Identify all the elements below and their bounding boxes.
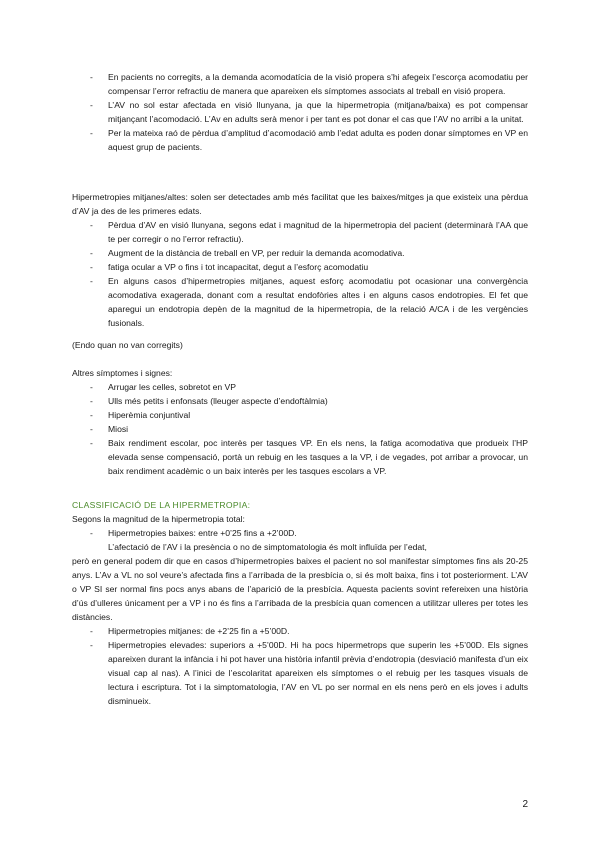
page-number: 2: [522, 799, 528, 810]
list-item: - Hiperèmia conjuntival: [72, 408, 528, 422]
list-item: - Per la mateixa raó de pèrdua d’amplitud d’acomodació amb l’edat adulta es poden donar símptomes en VP en aquest grup de pacients.: [72, 126, 528, 154]
top-list: [72, 70, 528, 154]
list-item: - Hipermetropies elevades: superiors a +5’00D. Hi ha pocs hipermetrops que superin les +5’00D. Els signes apareixen durant la infància i hi pot haver una història infantil prèvia d’endotropia (desviació manifesta d’un eix visual cap al nas). A l’inici de l’escolaritat apareixen els símptomes o el rebuig per les tasques visuals de lectura i escriptura. Tot i la simptomatologia, l’AV en VL po ser normal en els nens però en els joves i adults disminueix.: [72, 638, 528, 708]
list-item: - Augment de la distància de treball en VP, per reduir la demanda acomodativa.: [72, 246, 528, 260]
list-item: - L’AV no sol estar afectada en visió llunyana, ja que la hipermetropia (mitjana/baixa) es pot compensar mitjançant l’acomodació. L’Av en adults serà menor i per tant es pot donar el cas que l’AV no arribi a la unitat.: [72, 98, 528, 126]
list-item: - En alguns casos d’hipermetropies mitjanes, aquest esforç acomodatiu pot ocasionar una convergència acomodativa exagerada, donant com a resultat endofòries altes i en alguns casos endotropies. El fet que aparegui un endotropia depèn de la magnitud de la hipermetropia, de la relació A/CA i de les vergències fusionals.: [72, 274, 528, 330]
low-text-first-line: L’afectació de l’AV i la presència o no de simptomatologia és molt influïda per l’edat,: [108, 542, 427, 552]
other-symptoms-title: Altres símptomes i signes:: [72, 368, 173, 378]
list-item: - Pèrdua d’AV en visió llunyana, segons edat i magnitud de la hipermetropia del pacient (determinarà l’AA que te per corregir o no l’error refractiu).: [72, 218, 528, 246]
other-symptoms-section: [72, 366, 528, 478]
endo-note-block: [72, 338, 528, 352]
list-item: - fatiga ocular a VP o fins i tot incapacitat, degut a l’esforç acomodatiu: [72, 260, 528, 274]
classification-list-low: [72, 526, 528, 540]
top-list-block: [72, 70, 528, 154]
list-item: - En pacients no corregits, a la demanda acomodatícia de la visió propera s’hi afegeix l’escorça acomodatiu per compensar l’error refractiu de manera que apareixen els símptomes associats al treball en visió propera.: [72, 70, 528, 98]
mid-high-section: [72, 190, 528, 330]
classification-subtitle: Segons la magnitud de la hipermetropia total:: [72, 514, 245, 524]
list-item: - Miosi: [72, 422, 528, 436]
list-item: - Baix rendiment escolar, poc interès per tasques VP. En els nens, la fatiga acomodativa que produeix l’HP elevada sense compensació, portà un rebuig en les tasques a la VP, i de vegades, pot arribar a provocar, un baix rendiment acadèmic o un baix interès per les tasques escolars a VP.: [72, 436, 528, 478]
list-item: - Hipermetropies baixes: entre +0’25 fins a +2’00D.: [72, 526, 528, 540]
low-text-body: però en general podem dir que en casos d’hipermetropies baixes el pacient no sol manifestar símptomes fins als 20-25 anys. L’Av a VL no sol veure’s afectada fins a l’arribada de la presbícia o, si és molt baixa, fins i tot posteriorment. L’AV o VP SI ser normal fins pocs anys abans de l’aparició de la presbícia. Aquesta pacients sovint refereixen una història d’ús d’ulleres únicament per a VP i no és fins a l’arribada de la presbícia quan comencen a utilitzar ulleres per totes les distàncies.: [72, 556, 528, 622]
classification-section: [72, 498, 528, 708]
endo-note: (Endo quan no van corregits): [72, 340, 183, 350]
list-item: - Hipermetropies mitjanes: de +2’25 fin a +5’00D.: [72, 624, 528, 638]
list-item: - Ulls més petits i enfonsats (lleuger aspecte d’endoftàlmia): [72, 394, 528, 408]
classification-list-rest: [72, 624, 528, 708]
list-item: - Arrugar les celles, sobretot en VP: [72, 380, 528, 394]
classification-heading: CLASSIFICACIÓ DE LA HIPERMETROPIA:: [72, 500, 251, 510]
mid-high-intro: Hipermetropies mitjanes/altes: solen ser detectades amb més facilitat que les baixes/mitges ja que existeix una pèrdua d’AV ja des de les primeres edats.: [72, 192, 528, 216]
mid-high-list: [72, 218, 528, 330]
other-symptoms-list: [72, 380, 528, 478]
